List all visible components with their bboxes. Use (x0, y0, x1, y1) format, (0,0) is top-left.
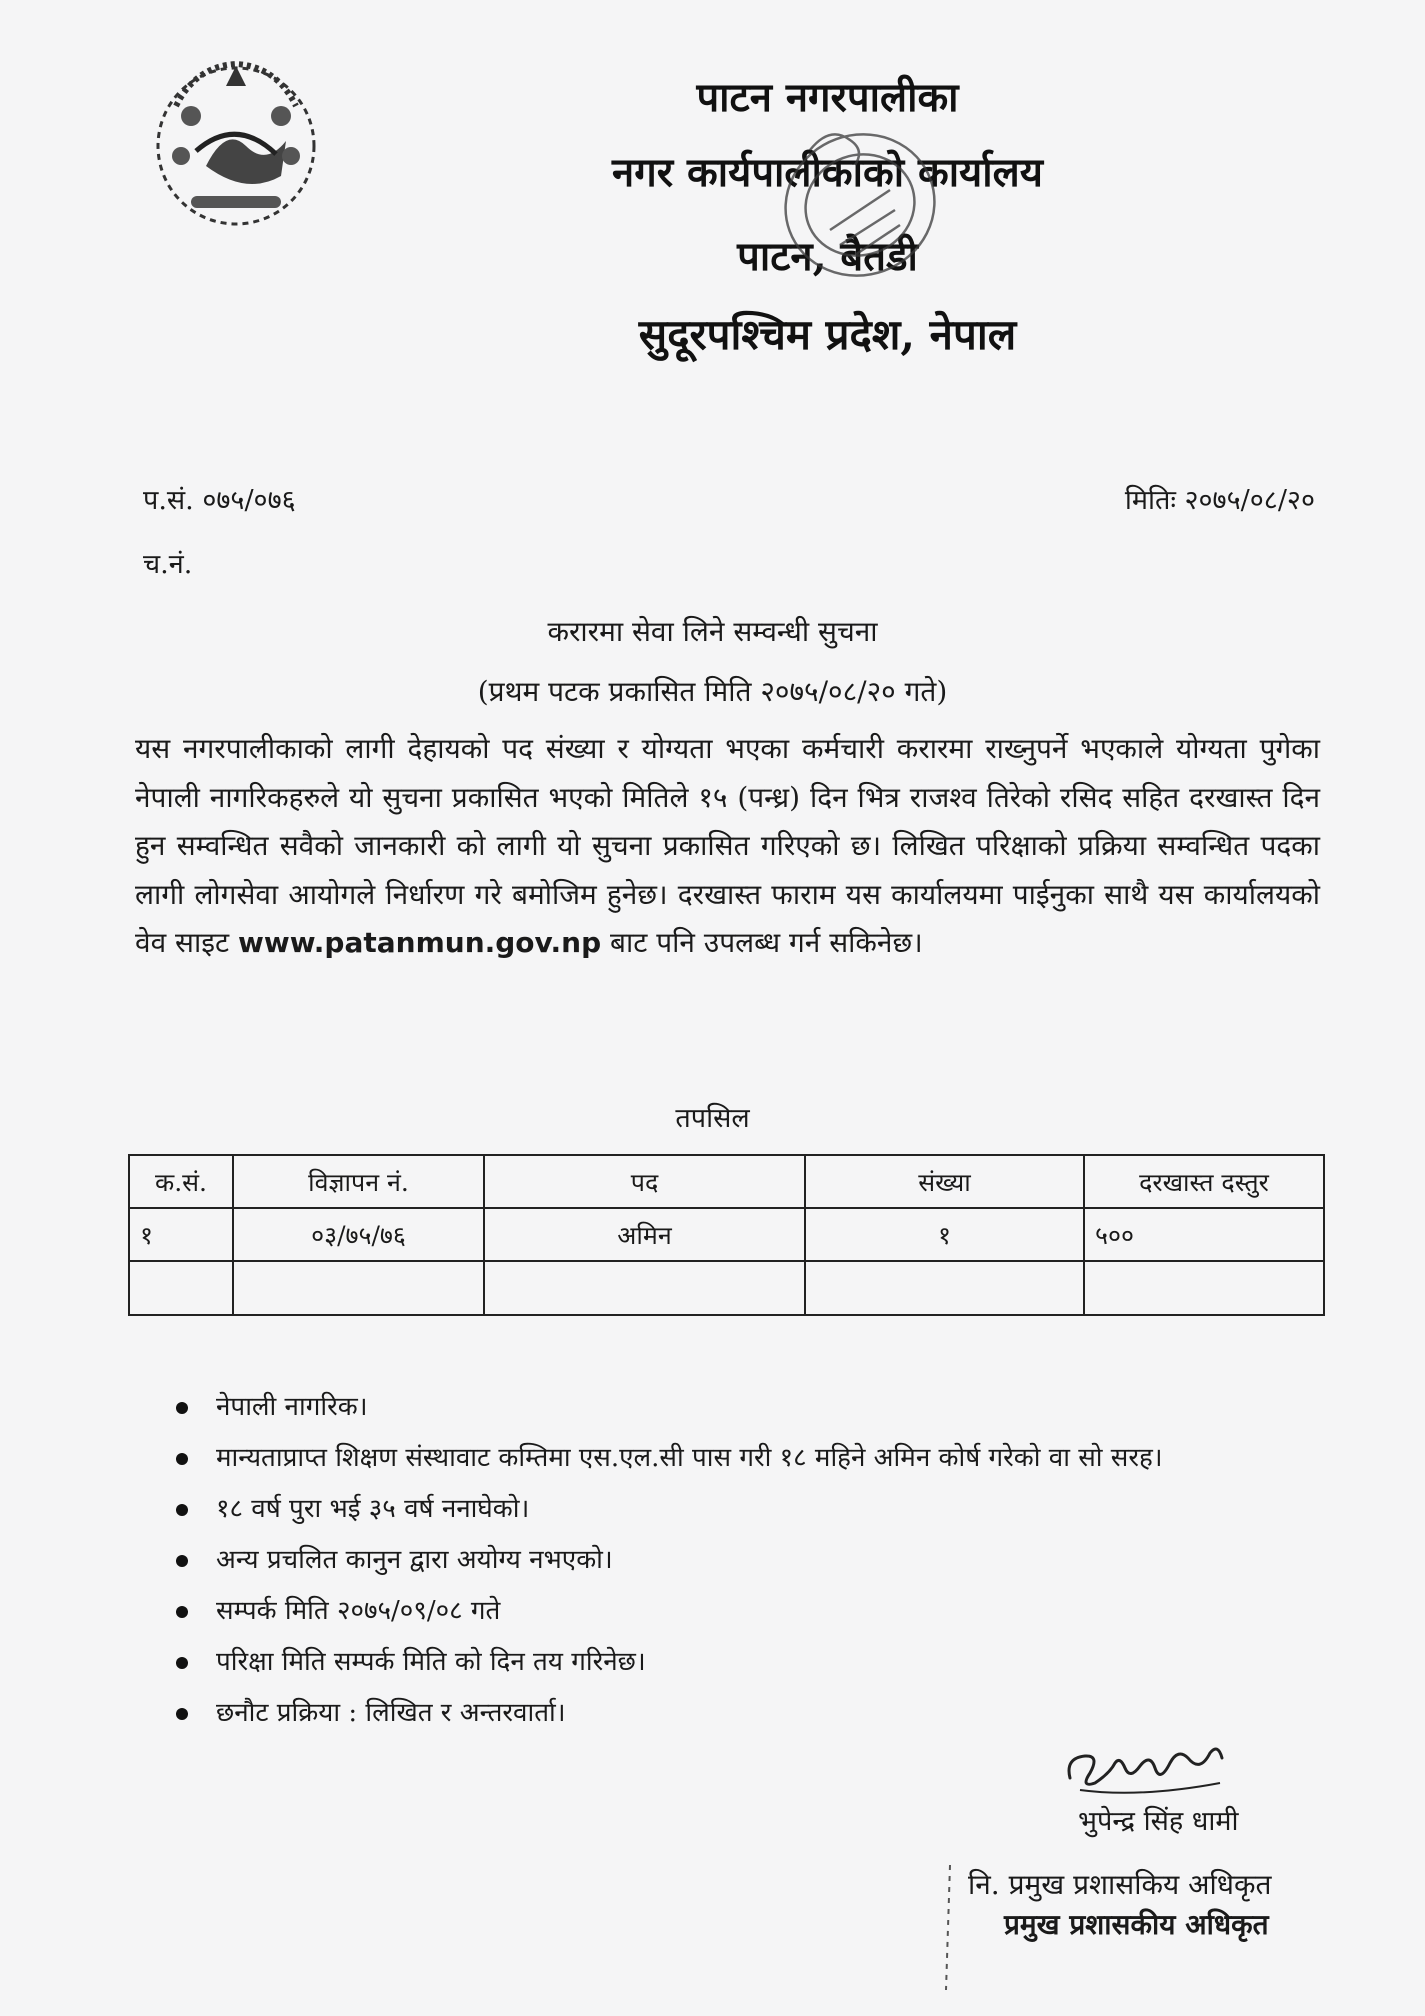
bullet-icon (176, 1708, 188, 1720)
municipality-name: पाटन नगरपालीका (696, 74, 959, 121)
signatory-title-stamp: प्रमुख प्रशासकीय अधिकृत (1004, 1908, 1269, 1941)
cell-fee: ५०० (1084, 1208, 1324, 1261)
list-item-text: सम्पर्क मिति २०७५/०९/०८ गते (216, 1596, 501, 1626)
office-seal-icon (770, 110, 970, 300)
cell-serial: १ (129, 1208, 233, 1261)
column-header-serial: क.सं. (129, 1155, 233, 1208)
list-item-text: छनौट प्रक्रिया : लिखित र अन्तरवार्ता। (216, 1698, 566, 1728)
bullet-icon (176, 1402, 188, 1414)
list-item (170, 1433, 1163, 1484)
list-item-text: १८ वर्ष पुरा भई ३५ वर्ष ननाघेको। (216, 1494, 530, 1524)
issue-date: मितिः २०७५/०८/२० (1124, 485, 1315, 516)
notice-body-tail: बाट पनि उपलब्ध गर्न सकिनेछ। (601, 926, 923, 959)
bullet-icon (176, 1504, 188, 1516)
empty-cell (233, 1261, 484, 1315)
notice-body-text: यस नगरपालीकाको लागी देहायको पद संख्या र योग्यता भएका कर्मचारी करारमा राख्नुपर्ने भएकाले योग्यता पुगेका नेपाली नागरिकहरुले यो सुचना प्रकासित भएको मितिले १५ (पन्ध्र) दिन भित्र राजश्व तिरेको रसिद सहित दरखास्त दिन हुन सम्वन्धित सवैको जानकारी को लागी यो सुचना प्रकासित गरिएको छ। लिखित परिक्षाको प्रक्रिया सम्वन्धित पदका लागी लोगसेवा आयोगले निर्धारण गरे बमोजिम हुनेछ। दरखास्त फाराम यस कार्यालयमा पाईनुका साथै यस कार्यालयको वेव साइट (135, 732, 1320, 959)
bullet-icon (176, 1555, 188, 1567)
list-item (170, 1484, 1163, 1535)
list-item-text: परिक्षा मिति सम्पर्क मिति को दिन तय गरिनेछ। (216, 1647, 646, 1677)
table-row-empty (129, 1261, 1324, 1315)
signatory-name: भुपेन्द्र सिंह धामी (1078, 1806, 1239, 1837)
vacancy-table (128, 1154, 1325, 1316)
column-header-post: पद (484, 1155, 805, 1208)
list-item (170, 1688, 1163, 1739)
signature-icon (1060, 1728, 1230, 1808)
bullet-icon (176, 1657, 188, 1669)
table-header-row (129, 1155, 1324, 1208)
letter-number: प.सं. ०७५/०७६ (143, 485, 296, 516)
first-published-date: (प्रथम पटक प्रकासित मिति २०७५/०८/२० गते) (477, 675, 948, 708)
list-item-text: नेपाली नागरिक। (216, 1392, 368, 1422)
list-item (170, 1637, 1163, 1688)
empty-cell (805, 1261, 1084, 1315)
cell-post: अमिन (484, 1208, 805, 1261)
website-link[interactable]: www.patanmun.gov.np (237, 926, 602, 959)
province-country: सुदूरपश्चिम प्रदेश, नेपाल (638, 310, 1017, 359)
office-name: नगर कार्यपालीकाको कार्यालय (612, 149, 1043, 196)
bullet-icon (176, 1453, 188, 1465)
list-item (170, 1535, 1163, 1586)
cell-count: १ (805, 1208, 1084, 1261)
empty-cell (129, 1261, 233, 1315)
office-location: पाटन, बैतडी (737, 233, 918, 280)
column-header-ad-number: विज्ञापन नं. (233, 1155, 484, 1208)
notice-subject: करारमा सेवा लिने सम्वन्धी सुचना (547, 615, 878, 648)
list-item (170, 1382, 1163, 1433)
column-header-fee: दरखास्त दस्तुर (1084, 1155, 1324, 1208)
column-header-count: संख्या (805, 1155, 1084, 1208)
list-item-text: अन्य प्रचलित कानुन द्वारा अयोग्य नभएको। (216, 1545, 613, 1575)
dispatch-number: च.नं. (143, 549, 193, 580)
cell-ad-number: ०३/७५/७६ (233, 1208, 484, 1261)
empty-cell (1084, 1261, 1324, 1315)
eligibility-list (170, 1382, 1163, 1739)
list-item (170, 1586, 1163, 1637)
details-title: तपसिल (675, 1103, 750, 1134)
notice-body (135, 725, 1320, 968)
list-item-text: मान्यताप्राप्त शिक्षण संस्थावाट कम्तिमा एस.एल.सी पास गरी १८ महिने अमिन कोर्ष गरेको वा सो सरह। (216, 1443, 1163, 1473)
empty-cell (484, 1261, 805, 1315)
table-row (129, 1208, 1324, 1261)
bullet-icon (176, 1606, 188, 1618)
signatory-title-handwritten: नि. प्रमुख प्रशासकिय अधिकृत (968, 1868, 1272, 1901)
